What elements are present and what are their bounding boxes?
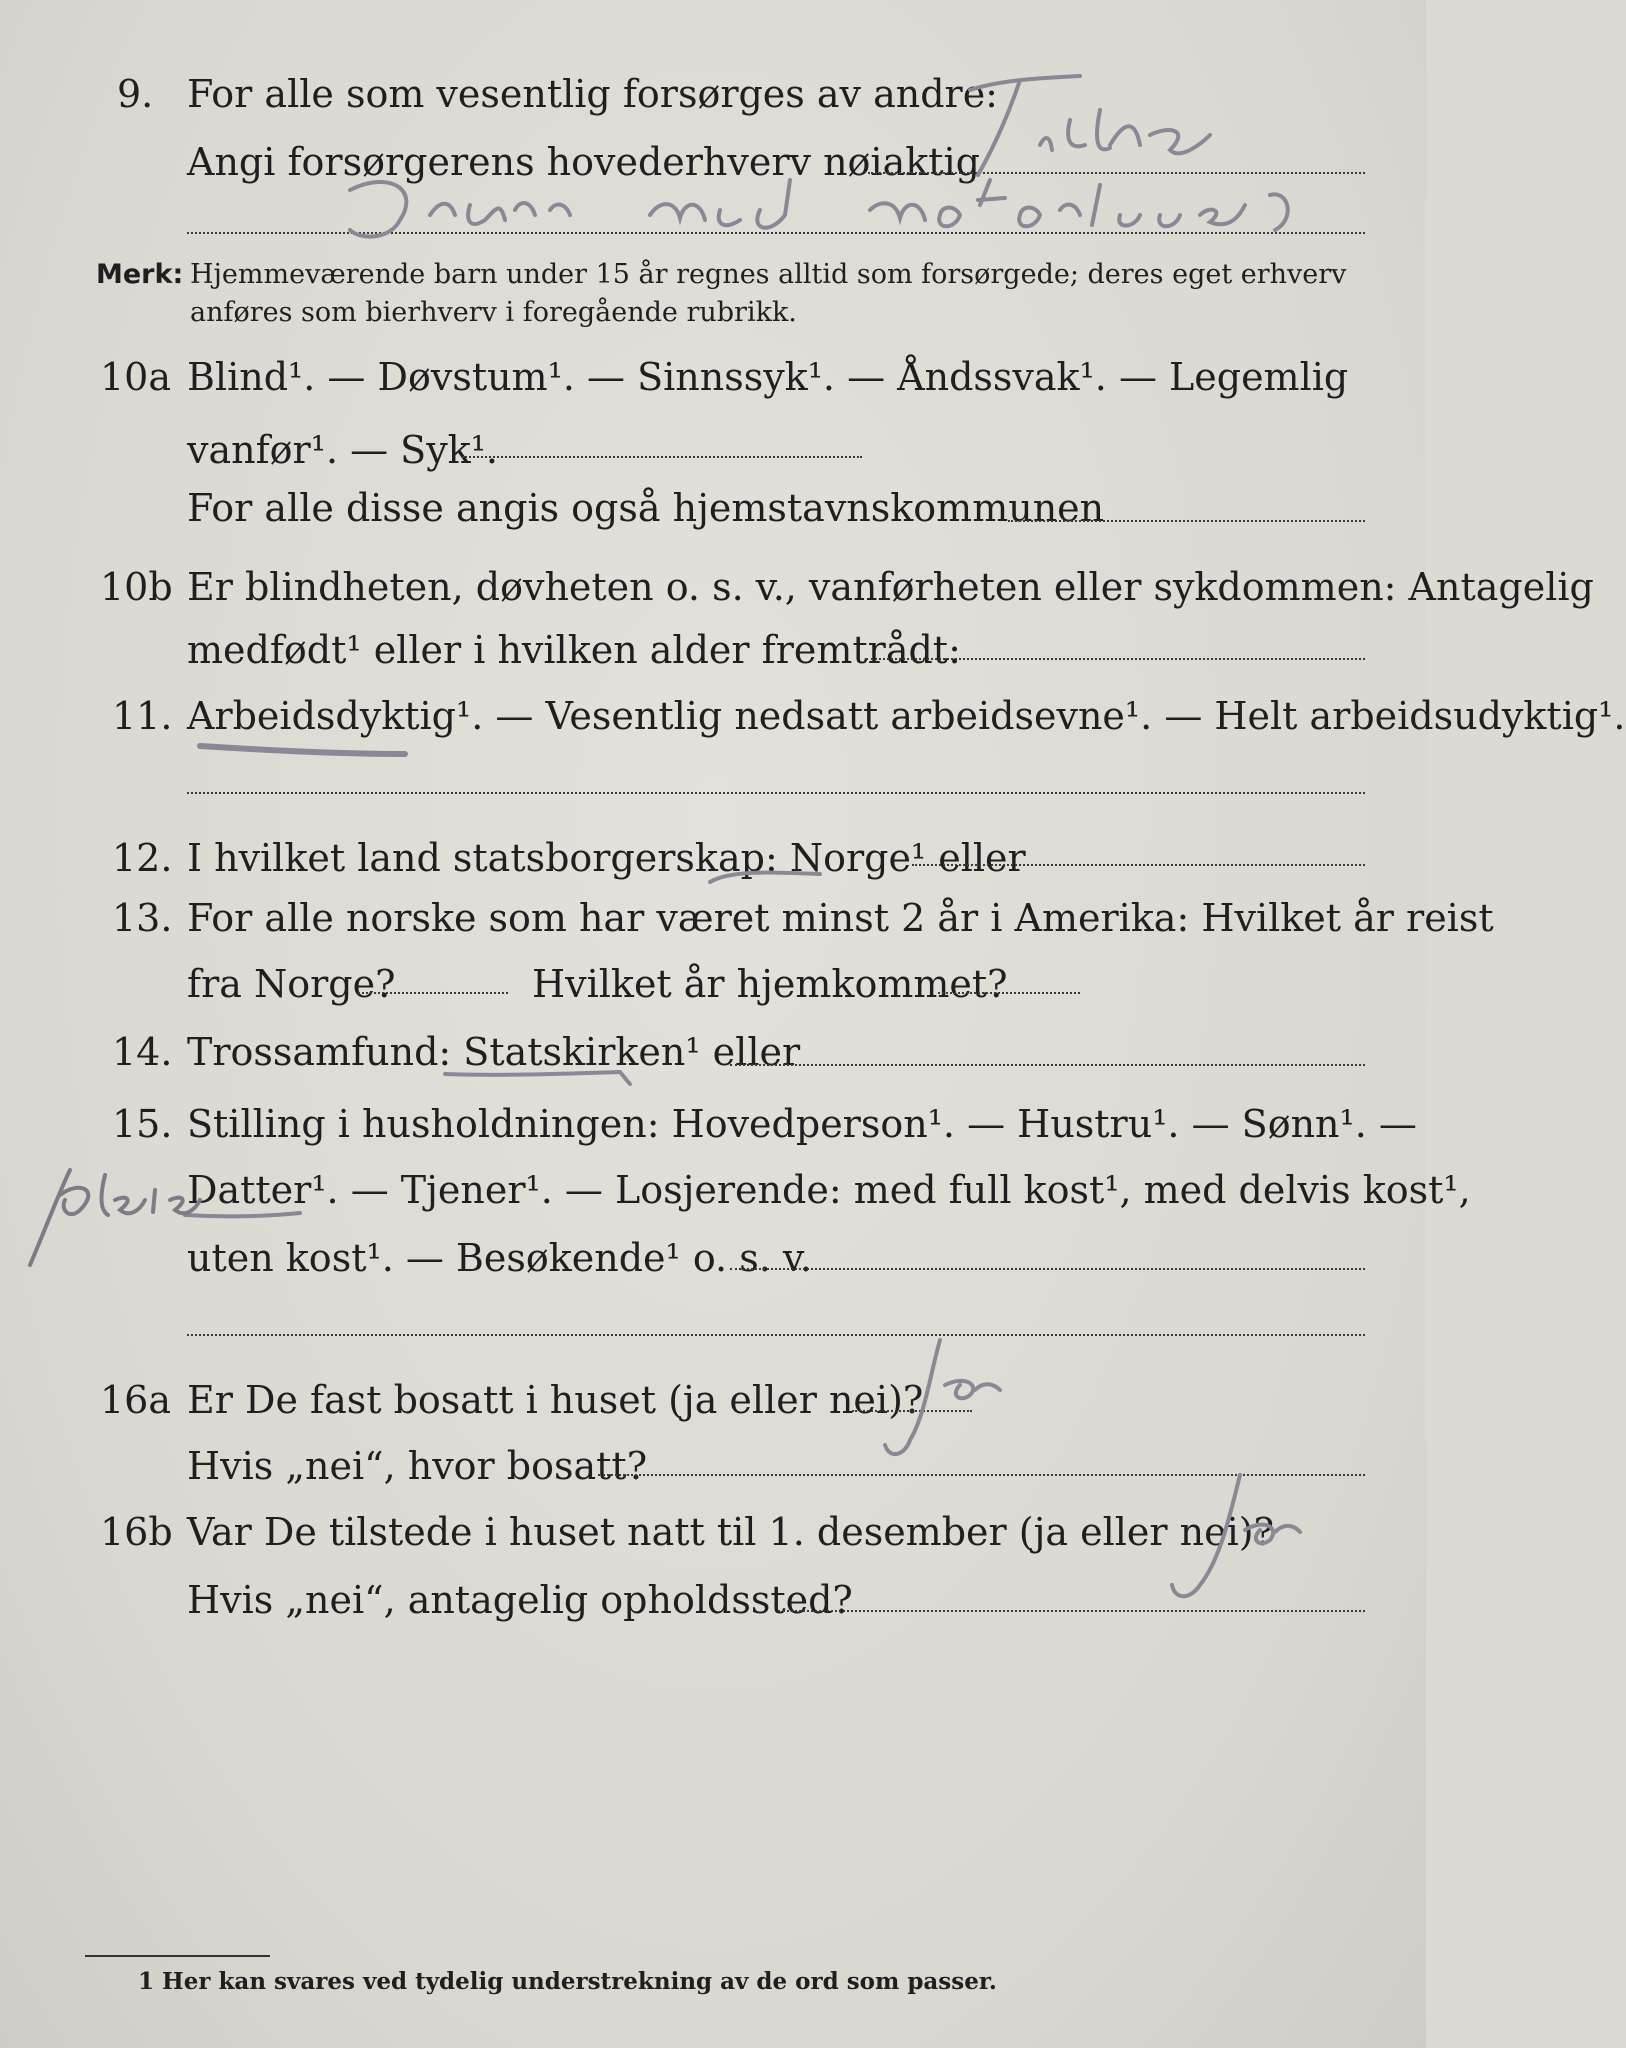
q14-line1: Trossamfund: Statskirken¹ eller bbox=[187, 1030, 801, 1074]
handwriting-q9-bottom bbox=[330, 160, 1310, 254]
footnote-mark: 1 bbox=[138, 1968, 155, 1995]
q15-answer-line bbox=[730, 1268, 1365, 1270]
q12-number: 12. bbox=[112, 836, 173, 880]
q13-line2b: Hvilket år hjemkommet? bbox=[532, 962, 1008, 1006]
q13-number: 13. bbox=[112, 896, 173, 940]
q16a-line1: Er De fast bosatt i huset (ja eller nei)? bbox=[187, 1378, 924, 1422]
footnote-rule bbox=[85, 1955, 270, 1957]
q13-reist-line bbox=[358, 992, 508, 994]
q15-number: 15. bbox=[112, 1102, 173, 1146]
q16a-number: 16a bbox=[100, 1378, 172, 1422]
q9-line2: Angi forsørgerens hovederhverv nøiaktig bbox=[187, 140, 981, 184]
handwriting-q16a-answer bbox=[870, 1335, 1020, 1469]
q10a-answer-line bbox=[462, 456, 862, 458]
q10b-line2: medfødt¹ eller i hvilken alder fremtrådt: bbox=[187, 628, 961, 672]
q11-answer-line bbox=[187, 792, 1365, 794]
handwriting-q16b-answer bbox=[1160, 1470, 1310, 1614]
q13-line2a: fra Norge? bbox=[187, 962, 396, 1006]
q15-line1: Stilling i husholdningen: Hovedperson¹. — Hustru¹. — Sønn¹. — bbox=[187, 1102, 1417, 1146]
q11-underline-mark bbox=[195, 740, 415, 764]
q9-number: 9. bbox=[117, 72, 154, 116]
q13-hjemkommet-line bbox=[938, 992, 1080, 994]
merk-label: Merk: bbox=[96, 259, 184, 290]
q10a-line1: Blind¹. — Døvstum¹. — Sinnssyk¹. — Åndssvak¹. — Legemlig bbox=[187, 355, 1349, 399]
q12-answer-line bbox=[912, 864, 1365, 866]
footnote-text: Her kan svares ved tydelig understrekning av de ord som passer. bbox=[162, 1968, 997, 1995]
q9-line1: For alle som vesentlig forsørges av andre: bbox=[187, 72, 998, 116]
q11-line1: Arbeidsdyktig¹. — Vesentlig nedsatt arbeidsevne¹. — Helt arbeidsudyktig¹. bbox=[187, 694, 1626, 738]
q10b-line1: Er blindheten, døvheten o. s. v., vanførheten eller sykdommen: Antagelig bbox=[187, 565, 1594, 609]
q14-answer-line bbox=[730, 1064, 1365, 1066]
q15-line2: Datter¹. — Tjener¹. — Losjerende: med full kost¹, med delvis kost¹, bbox=[187, 1168, 1471, 1212]
q16b-line1: Var De tilstede i huset natt til 1. desember (ja eller nei)? bbox=[187, 1510, 1274, 1554]
q11-number: 11. bbox=[112, 694, 173, 738]
merk-line2: anføres som bierhverv i foregående rubrikk. bbox=[190, 297, 797, 328]
q10a-number: 10a bbox=[100, 355, 172, 399]
q13-line1: For alle norske som har været minst 2 år i Amerika: Hvilket år reist bbox=[187, 896, 1494, 940]
q10a-line3: For alle disse angis også hjemstavnskommunen bbox=[187, 486, 1105, 530]
q16b-number: 16b bbox=[100, 1510, 173, 1554]
merk-line1: Hjemmeværende barn under 15 år regnes alltid som forsørgede; deres eget erhverv bbox=[190, 259, 1347, 290]
q16b-line2: Hvis „nei“, antagelig opholdssted? bbox=[187, 1578, 853, 1622]
q15-line3: uten kost¹. — Besøkende¹ o. s. v. bbox=[187, 1236, 812, 1280]
q16a-line2: Hvis „nei“, hvor bosatt? bbox=[187, 1444, 648, 1488]
handwriting-q15-margin bbox=[20, 1150, 210, 1274]
q15-answer-line-2 bbox=[187, 1334, 1365, 1336]
q10b-answer-line bbox=[866, 658, 1365, 660]
q14-underline-mark bbox=[440, 1062, 640, 1090]
q12-line1: I hvilket land statsborgerskap: Norge¹ eller bbox=[187, 836, 1026, 880]
q10a-hjemstavn-line bbox=[1008, 520, 1365, 522]
q12-underline-mark bbox=[700, 868, 840, 892]
q10b-number: 10b bbox=[100, 565, 173, 609]
q14-number: 14. bbox=[112, 1030, 173, 1074]
q10a-line2: vanfør¹. — Syk¹. bbox=[187, 428, 499, 472]
